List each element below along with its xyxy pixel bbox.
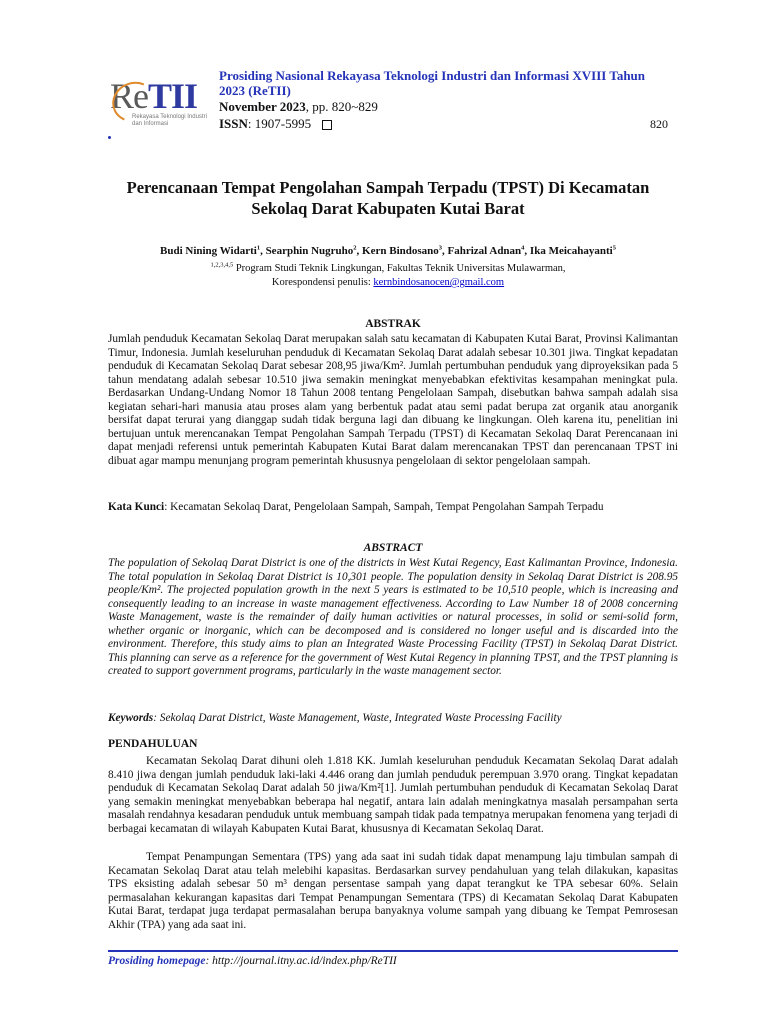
issn-label: ISSN [219, 116, 248, 131]
journal-title: Prosiding Nasional Rekayasa Teknologi Industri dan Informasi XVIII Tahun 2023 (ReTII) [219, 68, 646, 98]
blue-dot-marker [108, 136, 111, 139]
author-5-sup: 5 [612, 244, 616, 252]
retii-logo [110, 78, 210, 130]
issue-pages: , pp. 820~829 [305, 99, 378, 114]
author-list: Budi Nining Widarti$^1$, Searphin Nugruho$^2$, Kern Bindosano$^3$, Fahrizal Adnan$^4$, Ika Meicahayanti$^5$ [160, 244, 616, 257]
correspondence-label: Korespondensi penulis: [271, 277, 374, 288]
abstract-heading: ABSTRACT [363, 542, 423, 554]
kata-kunci-label: Kata Kunci [108, 501, 165, 513]
paper-title: Perencanaan Tempat Pengolahan Sampah Terpadu (TPST) Di Kecamatan Sekolaq Darat Kabupaten Kutai Barat [126, 178, 650, 218]
author-5: Ika Meicahayanti [529, 245, 613, 257]
keywords-values: : Sekolaq Darat District, Waste Management, Waste, Integrated Waste Processing Facility [153, 712, 562, 724]
author-4: Fahrizal Adnan [447, 245, 522, 257]
pendahuluan-paragraph-2: Tempat Penampungan Sementara (TPS) yang ada saat ini sudah tidak dapat menampung laju timbulan sampah di Kecamatan Sekolaq Darat atau telah melebihi kapasitas. Berdasarkan survey pendahuluan yang telah dilakukan, kapasitas TPS eksisting adalah sebesar 50 m³ dengan persentase sampah yang dapat terangkut ke TPA sebesar 60%. Selain permasalahan kekurangan kapasitas dari Tempat Penampungan Sementara (TPS) di Kecamatan Sekolaq Darat Kabupaten Kutai Barat, terdapat juga terdapat permasalahan berupa banyaknya volume sampah yang dibuang ke Tempat Pemrosesan Akhir (TPA) yang ada saat ini. [108, 851, 678, 931]
footer-rule [108, 950, 678, 952]
author-3: Kern Bindosano [362, 245, 439, 257]
author-4-sup: 4 [521, 244, 525, 252]
page-number: 820 [650, 117, 668, 131]
keywords-label: Keywords [108, 712, 154, 724]
issn-value: : 1907-5995 [247, 116, 312, 131]
logo-mark: ReTII [110, 76, 198, 116]
pendahuluan-paragraph-1: Kecamatan Sekolaq Darat dihuni oleh 1.818 KK. Jumlah keseluruhan penduduk Kecamatan Sekolaq Darat adalah 8.410 jiwa dengan jumlah penduduk laki-laki 4.446 orang dan jumlah penduduk perempuan 3.970 orang. Tingkat kepadatan penduduk di Kecamatan Sekolaq Darat adalah 50 jiwa/Km²[1]. Jumlah pertumbuhan penduduk di Kecamatan Sekolaq Darat yang semakin meningkat menyebabkan beberapa hal negatif, antara lain adalah meningkatnya masalah persampahan serta masalah rendahnya kesadaran penduduk untuk membuang sampah tidak pada tempatnya merupakan fenomena yang terjadi di berbagai kecamatan di wilayah Kabupaten Kutai Barat, khususnya di Kecamatan Sekolaq Darat. [108, 755, 678, 835]
kata-kunci-values: : Kecamatan Sekolaq Darat, Pengelolaan Sampah, Sampah, Tempat Pengolahan Sampah Terpadu [164, 501, 604, 513]
abstrak-heading: ABSTRAK [365, 318, 421, 330]
issue-date: November 2023 [219, 99, 306, 114]
author-1-sup: 1 [256, 244, 261, 252]
author-3-sup: 3 [438, 244, 443, 252]
correspondence-line [108, 276, 668, 290]
footer-url[interactable]: : http://journal.itny.ac.id/index.php/ReTII [205, 955, 397, 967]
footer-homepage [108, 955, 397, 967]
issue-info [219, 99, 378, 115]
pendahuluan-heading: PENDAHULUAN [108, 738, 198, 750]
issn-info [219, 116, 332, 132]
abstrak-keywords [108, 500, 678, 514]
abstract-text: The population of Sekolaq Darat District is one of the districts in West Kutai Regency, East Kalimantan Province, Indonesia. The total population in Sekolaq Darat District is 10,301 people. The population density in Sekolaq Darat District is 208.95 people/Km². The projected population growth in the next 5 years is estimated to be 10,510 people, which is increasing and consequently leading to an increase in waste management effectiveness. According to Law Number 18 of 2008 concerning Waste Management, waste is the remainder of daily human activities or natural processes, in solid or semi-solid form, whether organic or inorganic, which can be decomposed and is considered no longer useful and is discarded into the environment. Therefore, this study aims to plan an Integrated Waste Processing Facility (TPST) in Sekolaq Darat District. This planning can serve as a reference for the government of West Kutai Regency in planning TPST, and the TPST planning is created to support government programs, particularly in the waste management sector. [108, 557, 678, 678]
abstract-keywords [108, 711, 678, 725]
abstrak-text: Jumlah penduduk Kecamatan Sekolaq Darat merupakan salah satu kecamatan di Kabupaten Kutai Barat, Provinsi Kalimantan Timur, Indonesia. Jumlah keseluruhan penduduk di Kecamatan Sekolaq Darat adalah sebesar 10.301 jiwa. Tingkat kepadatan penduduk di Kecamatan Sekolaq Darat sebesar 208,95 jiwa/Km². Jumlah pertumbuhan penduduk yang diproyeksikan pada 5 tahun mendatang adalah sebesar 10.510 jiwa semakin meningkat menyebabkan efektivitas kesampahan meningkat pula. Berdasarkan Undang-Undang Nomor 18 Tahun 2008 tentang Pengelolaan Sampah, disebutkan bahwa sampah adalah sisa kegiatan sehari-hari manusia atau proses alam yang berbentuk padat atau semi padat berupa zat organik atau anorganik bersifat dapat terurai yang dianggap sudah tidak berguna lagi dan dibuang ke lingkungan. Oleh karena itu, penelitian ini bertujuan untuk merencanakan Tempat Pengolahan Sampah Terpadu (TPST) di Kecamatan Sekolaq Darat Perencanaan ini dapat menjadi referensi untuk pemerintah Kabupaten Kutai Barat dalam merencanakan TPST dan perencanaan TPST ini dibuat agar mampu menunjang program pemerintah khususnya pengelolaan di sektor pengelolaan sampah. [108, 333, 678, 467]
author-2-sup: 2 [353, 244, 357, 252]
affiliation-sup: 1,2,3,4,5 [210, 261, 234, 269]
author-1: Budi Nining Widarti [160, 245, 257, 257]
correspondence-email-link[interactable]: kernbindosanocen@gmail.com [373, 277, 505, 288]
footer-label: Prosiding homepage [108, 955, 206, 967]
affiliation-block [108, 262, 668, 290]
author-2: Searphin Nugruho [265, 245, 354, 257]
affiliation-line [108, 262, 668, 276]
square-bullet-icon [322, 120, 332, 130]
affiliation-text: Program Studi Teknik Lingkungan, Fakultas Teknik Universitas Mulawarman, [233, 263, 566, 274]
logo-subtext: Rekayasa Teknologi Industri dan Informasi [132, 114, 207, 127]
